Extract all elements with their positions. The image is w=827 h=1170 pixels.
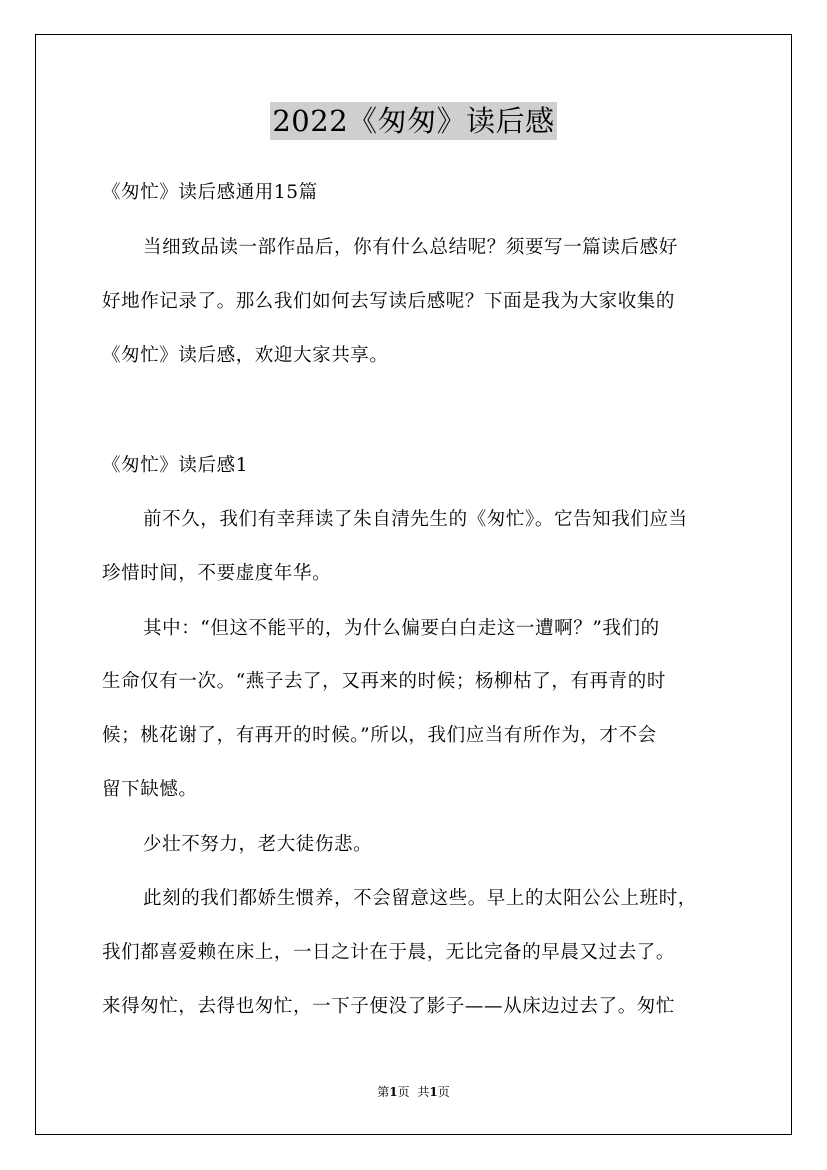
paragraph-line: 《匆忙》读后感，欢迎大家共享。	[102, 345, 389, 366]
footer-total-prefix: 共	[417, 1085, 430, 1099]
footer-page-suffix: 页	[397, 1085, 410, 1099]
paragraph-line: 其中：“但这不能平的，为什么偏要白白走这一遭啊？”我们的	[143, 618, 660, 639]
paragraph-line: 候；桃花谢了，有再开的时候。”所以，我们应当有所作为，才不会	[102, 725, 657, 746]
paragraph-line: 来得匆忙，去得也匆忙，一下子便没了影子——从床边过去了。匆忙	[102, 996, 676, 1017]
section-heading: 《匆忙》读后感1	[102, 455, 249, 476]
page-footer	[0, 1084, 827, 1100]
paragraph-line: 此刻的我们都娇生惯养，不会留意这些。早上的太阳公公上班时，	[143, 888, 697, 909]
paragraph-line: 好地作记录了。那么我们如何去写读后感呢？下面是我为大家收集的	[102, 291, 676, 312]
footer-total-number: 1	[429, 1085, 438, 1099]
paragraph-line: 前不久，我们有幸拜读了朱自清先生的《匆忙》。它告知我们应当	[143, 509, 688, 530]
paragraph-line: 我们都喜爱赖在床上，一日之计在于晨，无比完备的早晨又过去了。	[102, 942, 676, 963]
paragraph-line: 当细致品读一部作品后，你有什么总结呢？须要写一篇读后感好	[143, 237, 678, 258]
document-title: 2022《匆匆》读后感	[272, 104, 555, 138]
footer-page-number: 1	[389, 1085, 398, 1099]
section-heading: 《匆忙》读后感通用15篇	[102, 182, 318, 203]
title-wrap	[0, 102, 827, 140]
paragraph-line: 留下缺憾。	[102, 779, 198, 800]
paragraph-line: 珍惜时间，不要虚度年华。	[102, 563, 332, 584]
paragraph-line: 生命仅有一次。“燕子去了，又再来的时候；杨柳枯了，有再青的时	[102, 671, 666, 692]
footer-total-suffix: 页	[437, 1085, 450, 1099]
footer-page-prefix: 第	[377, 1085, 390, 1099]
paragraph-line: 少壮不努力，老大徒伤悲。	[143, 834, 373, 855]
